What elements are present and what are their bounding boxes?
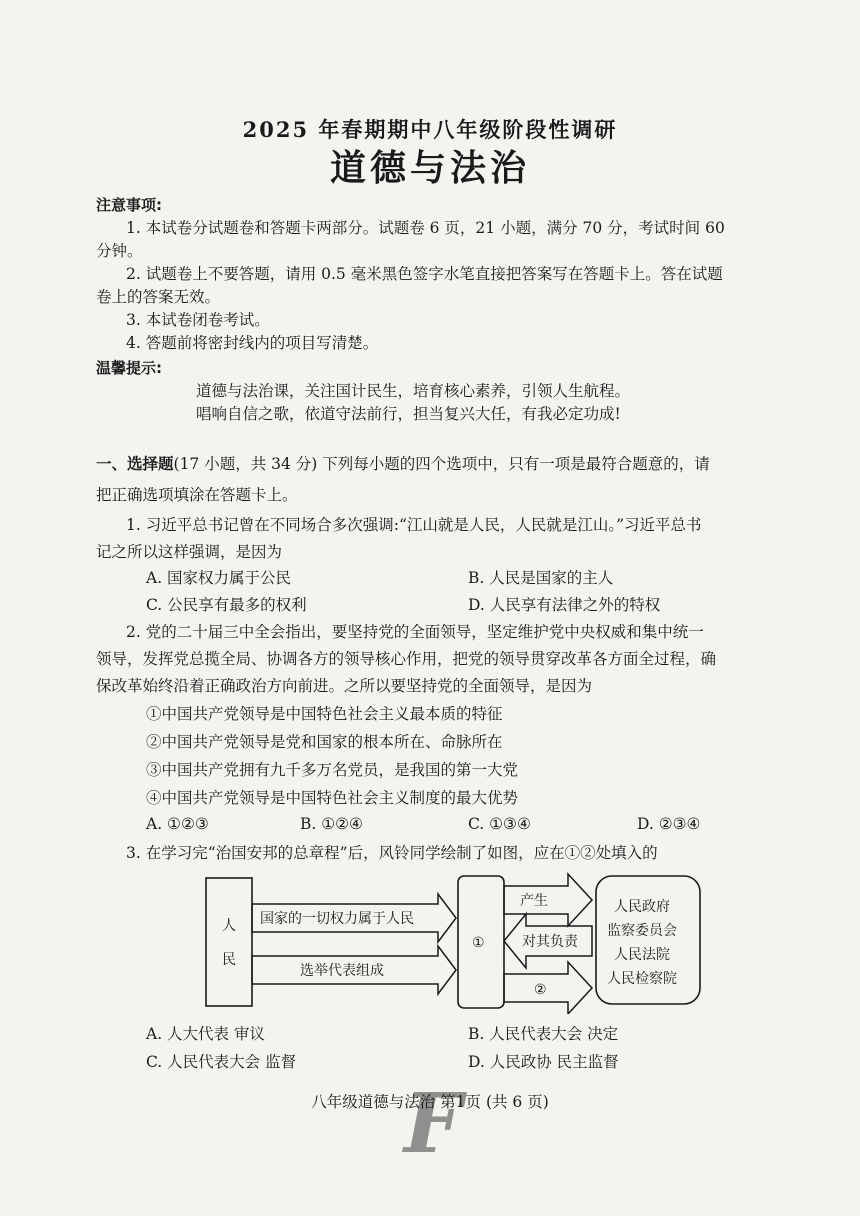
q2-option-c: C. ①③④	[468, 815, 531, 833]
q3-option-a: A. 人大代表 审议	[146, 1025, 265, 1043]
watermark-letter: F	[404, 1076, 463, 1172]
section1-desc: (17 小题，共 34 分) 下列每小题的四个选项中，只有一项是最符合题意的，请	[173, 455, 710, 473]
arrow-power-belongs-label: 国家的一切权力属于人民	[260, 911, 414, 927]
q1-option-d: D. 人民享有法律之外的特权	[468, 596, 661, 614]
tips-line-2: 唱响自信之歌，依道守法前行，担当复兴大任，有我必定功成!	[196, 405, 621, 423]
q3-option-d: D. 人民政协 民主监督	[468, 1053, 619, 1071]
notice-item-4: 4. 答题前将密封线内的项目写清楚。	[126, 334, 379, 352]
exam-title: 2025 年春期期中八年级阶段性调研	[242, 117, 618, 142]
q1-option-b: B. 人民是国家的主人	[468, 569, 614, 587]
q2-option-d: D. ②③④	[637, 815, 701, 833]
q3-option-c: C. 人民代表大会 监督	[146, 1053, 297, 1071]
q2-statement-2: ②中国共产党领导是党和国家的根本所在、命脉所在	[146, 733, 503, 751]
q3-option-b: B. 人民代表大会 决定	[468, 1025, 619, 1043]
arrow-responsible-label: 对其负责	[522, 934, 578, 950]
arrow-produce	[504, 874, 592, 926]
org-supervisory: 监察委员会	[607, 923, 677, 939]
notice-item-3: 3. 本试卷闭卷考试。	[126, 311, 270, 329]
tips-heading: 温馨提示:	[96, 359, 162, 377]
q1-option-c: C. 公民享有最多的权利	[146, 596, 307, 614]
q1-stem-line1: 1. 习近平总书记曾在不同场合多次强调:“江山就是人民，人民就是江山。”习近平总书	[126, 516, 702, 534]
q2-statement-3: ③中国共产党拥有九千多万名党员，是我国的第一大党	[146, 761, 519, 779]
q1-stem-line2: 记之所以这样强调，是因为	[96, 543, 283, 561]
people-char-2: 民	[222, 952, 236, 968]
arrow-elect-deputies-label: 选举代表组成	[300, 963, 384, 979]
center-blank-1: ①	[472, 935, 485, 951]
q2-statement-1: ①中国共产党领导是中国特色社会主义最本质的特征	[146, 705, 503, 723]
q2-option-a: A. ①②③	[146, 815, 209, 833]
org-government: 人民政府	[614, 899, 670, 915]
q2-option-b: B. ①②④	[300, 815, 363, 833]
q3-stem-line1: 3. 在学习完“治国安邦的总章程”后，风铃同学绘制了如图，应在①②处填入的	[126, 844, 658, 862]
q2-stem-line1: 2. 党的二十届三中全会指出，要坚持党的全面领导，坚定维护党中央权威和集中统一	[126, 623, 704, 641]
people-box	[206, 878, 252, 1006]
notice-heading: 注意事项:	[96, 196, 162, 214]
tips-line-1: 道德与法治课，关注国计民生，培育核心素养，引领人生航程。	[196, 382, 631, 400]
notice-item-2-line1: 2. 试题卷上不要答题，请用 0.5 毫米黑色签字水笔直接把答案写在答题卡上。答在试题	[126, 265, 723, 283]
notice-item-1-line2: 分钟。	[96, 242, 143, 260]
arrow-blank-2-label: ②	[534, 982, 547, 998]
org-court: 人民法院	[614, 947, 670, 963]
q3-diagram	[200, 866, 705, 1014]
section1-line1	[96, 453, 710, 475]
subject-title: 道德与法治	[329, 147, 530, 189]
arrow-produce-label: 产生	[520, 893, 548, 909]
notice-item-2-line2: 卷上的答案无效。	[96, 288, 221, 306]
arrow-blank-2	[504, 962, 592, 1014]
section1-label: 一、选择题	[96, 455, 174, 473]
q2-stem-line2: 领导，发挥党总揽全局、协调各方的领导核心作用，把党的领导贯穿改革各方面全过程，确	[96, 650, 717, 668]
q2-statement-4: ④中国共产党领导是中国特色社会主义制度的最大优势	[146, 789, 519, 807]
q1-option-a: A. 国家权力属于公民	[146, 569, 292, 587]
org-procuratorate: 人民检察院	[607, 971, 677, 987]
notice-item-1-line1: 1. 本试卷分试题卷和答题卡两部分。试题卷 6 页，21 小题，满分 70 分，考试时间 60	[126, 219, 725, 237]
page-footer: 八年级道德与法治 第1页 (共 6 页)	[311, 1093, 549, 1111]
q2-stem-line3: 保改革始终沿着正确政治方向前进。之所以要坚持党的全面领导，是因为	[96, 677, 593, 695]
people-char-1: 人	[222, 918, 236, 934]
section1-line2: 把正确选项填涂在答题卡上。	[96, 486, 298, 504]
